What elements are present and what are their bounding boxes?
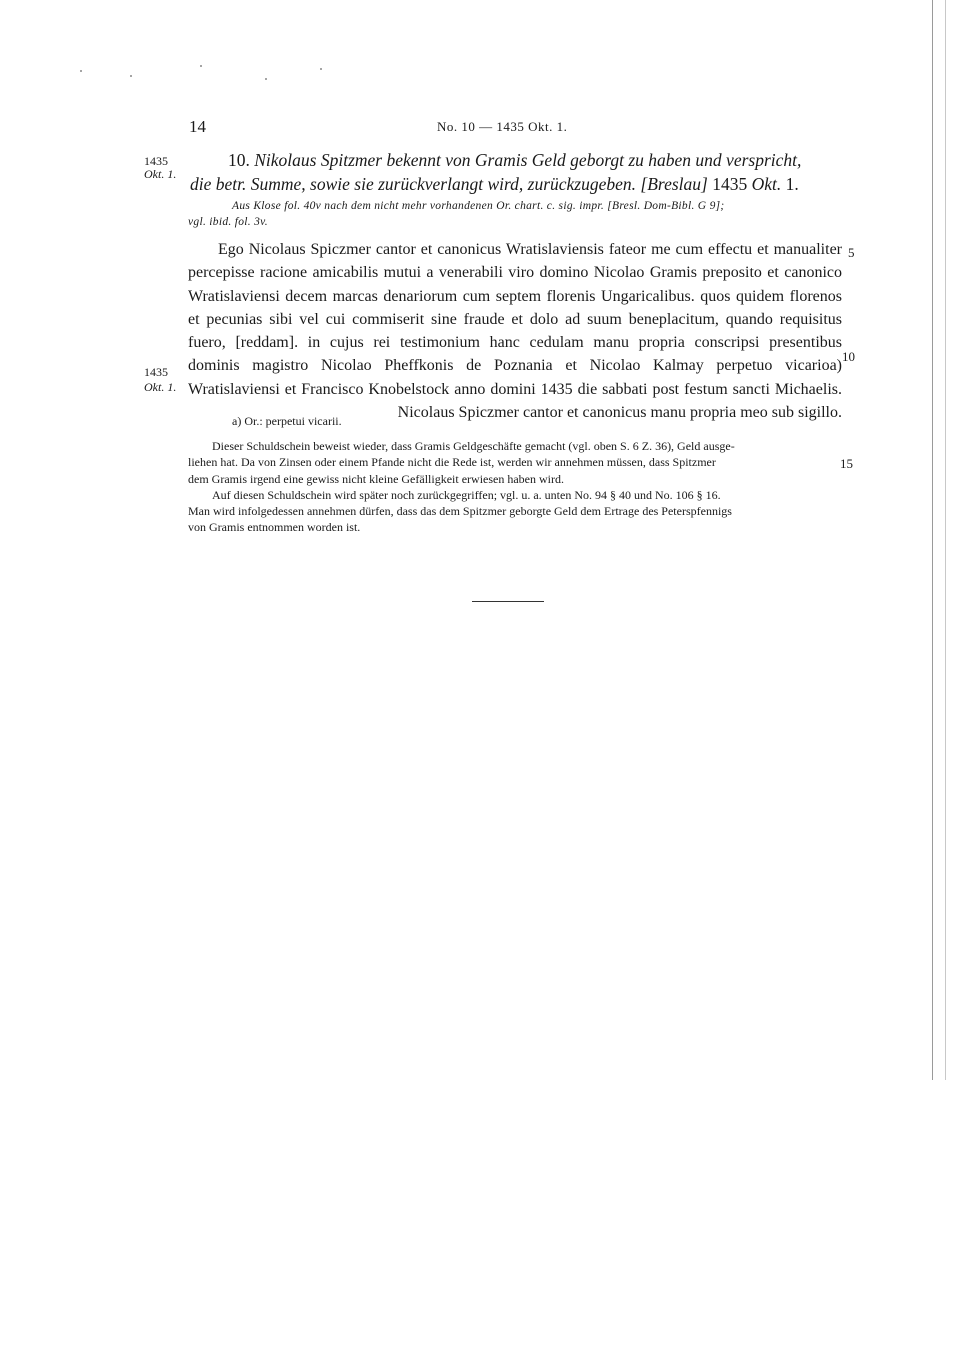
body-line-3: Wratislaviensi decem marcas denariorum cum septem florenis Ungaricalibus. quos quidem florenos [188, 287, 842, 305]
margin-date-day-bottom: Okt. 1. [144, 380, 177, 394]
title-day: 1. [785, 174, 799, 194]
end-rule [472, 601, 544, 602]
scan-edge-line [932, 0, 933, 1080]
scan-edge-line-secondary [945, 0, 946, 1080]
body-line-4: et pecunias sibi vel cui commiserit sine fraude et dolo ad suum beneplacitum, quando requisitus [188, 310, 842, 328]
page-number: 14 [189, 117, 206, 136]
commentary-line-2: liehen hat. Da von Zinsen oder einem Pfande nicht die Rede ist, werden wir annehmen müssen, dass Spitzmer [188, 455, 716, 470]
commentary-line-5: Man wird infolgedessen annehmen dürfen, dass das dem Spitzmer geborgte Geld dem Ertrage des Peterspfennigs [188, 504, 732, 519]
body-line-5: fuero, [reddam]. in cujus rei testimonium hanc cedulam manu propria conscripsi presentibus [188, 334, 842, 352]
title-year: 1435 [712, 174, 748, 194]
commentary-line-6: von Gramis entnommen worden ist. [188, 520, 361, 535]
line-number-10: 10 [842, 349, 855, 364]
commentary-line-1: Dieser Schuldschein beweist wieder, dass Gramis Geldgeschäfte gemacht (vgl. oben S. 6 Z. 36), Geld ausge- [212, 439, 735, 453]
body-line-6: dominis magistro Nicolao Pheffkonis de Poznania et Nicolao Kalmay perpetuo vicarioa) [188, 357, 842, 375]
commentary-line-4: Auf diesen Schuldschein wird später noch zurückgegriffen; vgl. u. a. unten No. 94 § 40 und No. 106 § 16. [212, 487, 721, 502]
commentary-line-3: dem Gramis irgend eine gewiss nicht kleine Gefälligkeit erwiesen haben wird. [188, 471, 564, 486]
title-line-1: Nikolaus Spitzmer bekennt von Gramis Geld geborgt zu haben und verspricht, [254, 150, 802, 170]
running-head: No. 10 — 1435 Okt. 1. [437, 119, 568, 134]
title-place: [Breslau] [640, 174, 708, 194]
body-line-7: Wratislaviensi et Francisco Knobelstock anno domini 1435 die sabbati post festum sancti Michaelis. [188, 380, 842, 398]
line-number-5: 5 [848, 245, 855, 260]
margin-date-year-bottom: 1435 [144, 365, 168, 379]
margin-date-year-top: 1435 [144, 154, 168, 168]
document-body [188, 238, 842, 424]
body-line-1: Ego Nicolaus Spiczmer cantor et canonicus Wratislaviensis fateor me cum effectu et manualiter [218, 241, 842, 258]
margin-date-day-top: Okt. 1. [144, 167, 177, 181]
source-note [188, 198, 842, 230]
title-month: Okt. [751, 174, 782, 194]
document-number: 10. [228, 150, 250, 170]
document-title [190, 148, 840, 196]
commentary [188, 438, 833, 536]
footnote: a) Or.: perpetui vicarii. [232, 414, 342, 428]
body-line-2: percepisse racione amicabilis mutui a venerabili viro domino Nicolao Gramis preposito et canonico [188, 264, 842, 282]
line-number-15: 15 [840, 456, 853, 471]
source-line-1: Aus Klose fol. 40v nach dem nicht mehr vorhandenen Or. chart. c. sig. impr. [Bresl. Dom-Bibl. G 9]; [232, 200, 725, 212]
scan-specks [60, 40, 360, 100]
body-line-8-signature: Nicolaus Spiczmer cantor et canonicus manu propria meo sub sigillo. [397, 404, 842, 422]
title-line-2: die betr. Summe, sowie sie zurückverlangt wird, zurückzugeben. [190, 174, 637, 194]
source-line-2: vgl. ibid. fol. 3v. [188, 216, 268, 228]
